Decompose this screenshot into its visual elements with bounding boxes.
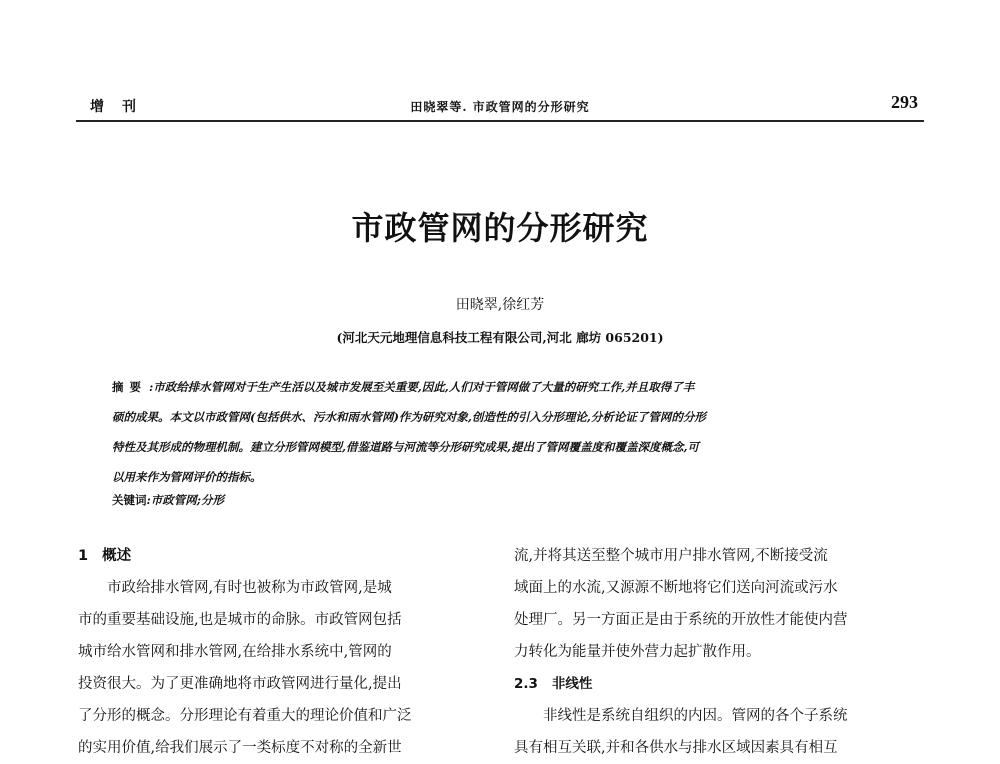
running-head	[76, 92, 924, 122]
body-line: 市政给排水管网,有时也被称为市政管网,是城	[107, 580, 392, 596]
author-list: 田晓翠,徐红芳	[455, 297, 545, 313]
body-line: 流,并将其送至整个城市用户排水管网,不断接受流	[514, 548, 828, 564]
body-line: 力转化为能量并使外营力起扩散作用。	[514, 644, 761, 660]
body-line: 处理厂。另一方面正是由于系统的开放性才能使内营	[514, 612, 848, 628]
page-number: 293	[891, 92, 918, 112]
body-line: 市的重要基础设施,也是城市的命脉。市政管网包括	[78, 612, 402, 628]
abstract-line: 摘要 :市政给排水管网对于生产生活以及城市发展至关重要,因此,人们对于管网做了大量的研究工作,并且取得了丰	[112, 380, 695, 394]
body-line: 非线性是系统自组织的内因。管网的各个子系统	[543, 708, 848, 724]
abstract-line: 特性及其形成的物理机制。建立分形管网模型,借鉴道路与河流等分形研究成果,提出了管网覆盖度和覆盖深度概念,可	[112, 440, 700, 454]
body-line: 投资很大。为了更准确地将市政管网进行量化,提出	[78, 676, 402, 692]
keywords-text: :市政管网;分形	[146, 493, 224, 507]
body-line: 具有相互关联,并和各供水与排水区域因素具有相互	[514, 740, 838, 756]
body-line: 城市给水管网和排水管网,在给排水系统中,管网的	[78, 644, 392, 660]
left-column	[78, 540, 486, 764]
abstract-label: 摘要	[112, 380, 147, 394]
subsection-title: 非线性	[551, 676, 593, 692]
section-heading	[78, 540, 486, 572]
abstract-line: 硕的成果。本文以市政管网(包括供水、污水和雨水管网)作为研究对象,创造性的引入分形理论,分析论证了管网的分形	[112, 410, 706, 424]
subsection-number: 2.3	[514, 676, 538, 692]
affiliation: (河北天元地理信息科技工程有限公司,河北 廊坊 065201)	[336, 330, 664, 345]
abstract	[112, 372, 892, 492]
running-title: 田晓翠等. 市政管网的分形研究	[410, 100, 590, 114]
right-column	[514, 540, 922, 764]
journal-issue-label: 增刊	[90, 99, 154, 115]
body-line: 的实用价值,给我们展示了一类标度不对称的全新世	[78, 740, 402, 756]
keywords-label: 关键词	[112, 493, 147, 507]
section-number: 1	[78, 548, 89, 564]
paper-title: 市政管网的分形研究	[351, 209, 649, 247]
abstract-line: 以用来作为管网评价的指标。	[112, 470, 262, 484]
section-title: 概述	[102, 548, 132, 564]
body-line: 域面上的水流,又源源不断地将它们送向河流或污水	[514, 580, 838, 596]
subsection-heading	[514, 668, 922, 700]
body-line: 了分形的概念。分形理论有着重大的理论价值和广泛	[78, 708, 412, 724]
keywords	[112, 492, 224, 508]
